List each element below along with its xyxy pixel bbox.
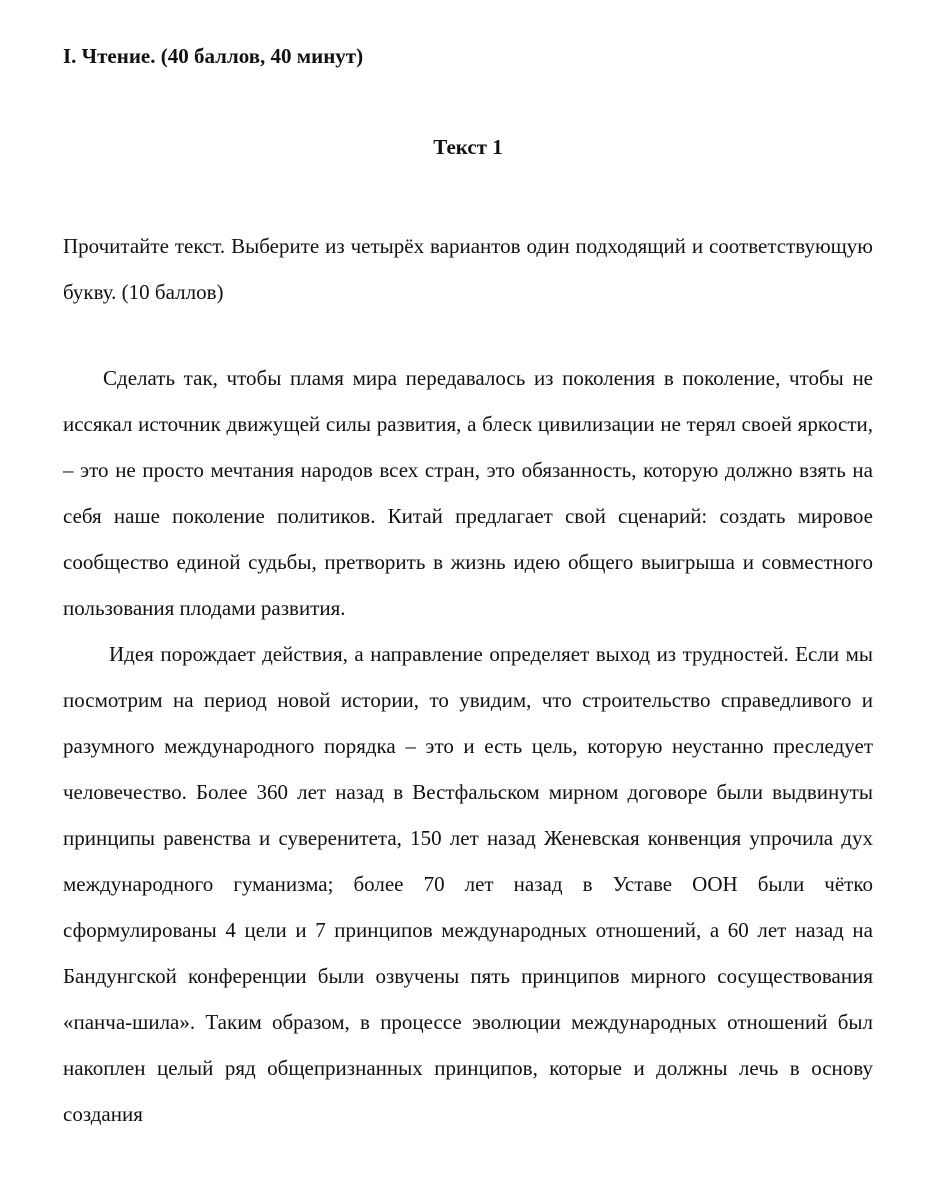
task-instruction: Прочитайте текст. Выберите из четырёх вариантов один подходящий и соответствующую букву. (10 баллов) [63, 234, 873, 304]
section-heading: I. Чтение. (40 баллов, 40 минут) [63, 44, 364, 68]
passage-paragraph: Идея порождает действия, а направление определяет выход из трудностей. Если мы посмотрим на период новой истории, то увидим, что строительство справедливого и разумного международного порядка – это и есть цель, которую неустанно преследует человечество. Более 360 лет назад в Вестфальском мирном договоре были выдвинуты принципы равенства и суверенитета, 150 лет назад Женевская конвенция упрочила дух международного гуманизма; более 70 лет назад в Уставе ООН были чётко сформулированы 4 цели и 7 принципов международных отношений, а 60 лет назад на Бандунгской конференции были озвучены пять принципов мирного сосуществования «панча-шила». Таким образом, в процессе эволюции международных отношений был накоплен целый ряд общепризнанных принципов, которые и должны лечь в основу создания [63, 642, 873, 1126]
reading-passage [63, 355, 873, 1137]
passage-paragraph: Сделать так, чтобы пламя мира передавалось из поколения в поколение, чтобы не иссякал источник движущей силы развития, а блеск цивилизации не терял своей яркости, – это не просто мечтания народов всех стран, это обязанность, которую должно взять на себя наше поколение политиков. Китай предлагает свой сценарий: создать мировое сообщество единой судьбы, претворить в жизнь идею общего выигрыша и совместного пользования плодами развития. [63, 366, 873, 620]
text-heading: Текст 1 [433, 135, 503, 159]
